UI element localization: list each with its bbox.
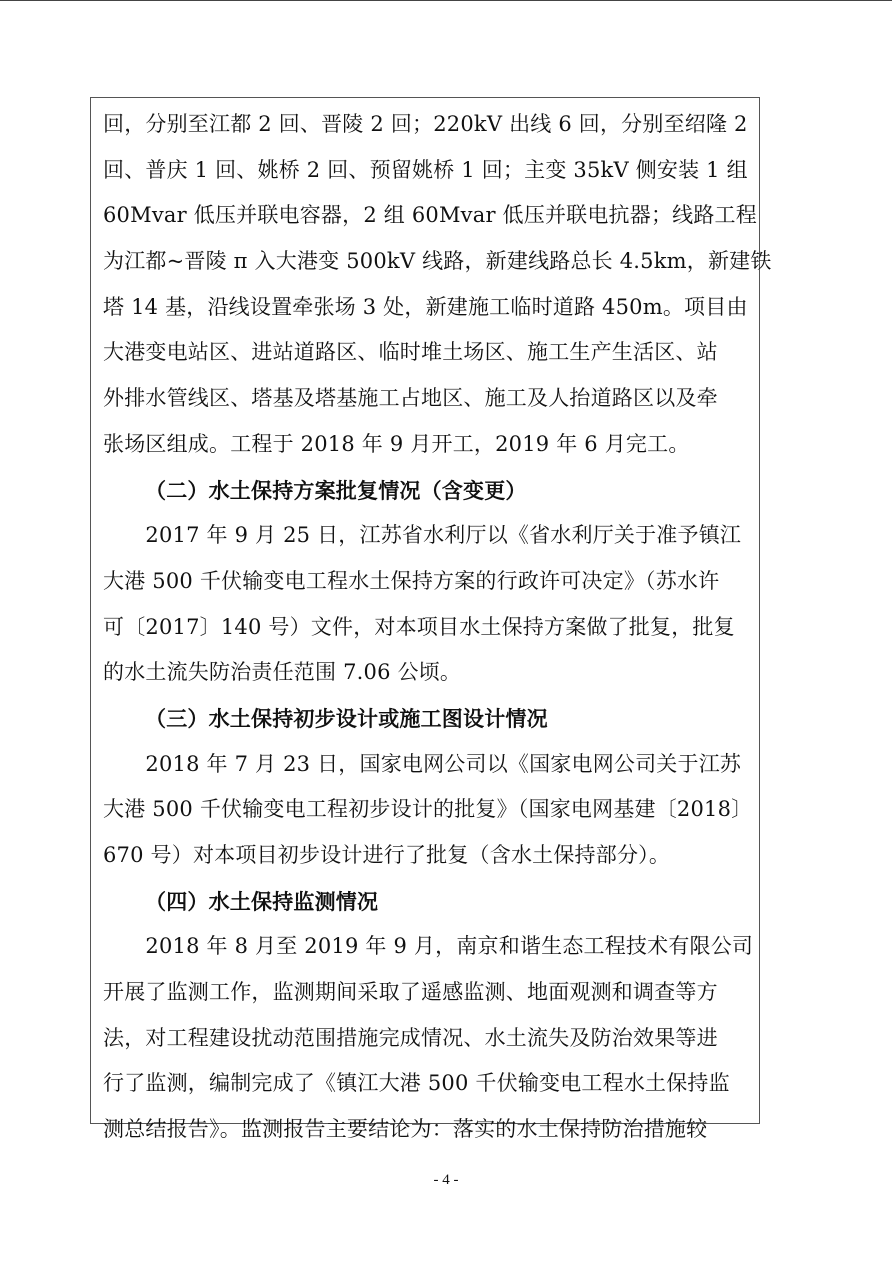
section-heading-3: （三）水土保持初步设计或施工图设计情况 [145, 705, 548, 731]
text-line: 回，分别至江都 2 回、晋陵 2 回；220kV 出线 6 回，分别至绍隆 2 [103, 112, 748, 136]
text-line: 大港变电站区、进站道路区、临时堆土场区、施工生产生活区、站 [103, 340, 718, 365]
text-line: 行了监测，编制完成了《镇江大港 500 千伏输变电工程水土保持监 [103, 1071, 730, 1096]
text-line: 可〔2017〕140 号）文件，对本项目水土保持方案做了批复，批复 [103, 614, 735, 639]
document-frame [90, 97, 772, 1142]
text-line: 670 号）对本项目初步设计进行了批复（含水土保持部分）。 [103, 843, 671, 867]
text-line: 的水土流失防治责任范围 7.06 公顷。 [103, 660, 462, 685]
text-line: 为江都~晋陵 π 入大港变 500kV 线路，新建线路总长 4.5km，新建铁 [103, 249, 772, 274]
text-line: 2018 年 8 月至 2019 年 9 月，南京和谐生态工程技术有限公司 [103, 934, 754, 959]
text-line: 60Mvar 低压并联电容器，2 组 60Mvar 低压并联电抗器；线路工程 [103, 203, 757, 228]
text-line: 塔 14 基，沿线设置牵张场 3 处，新建施工临时道路 450m。项目由 [103, 294, 748, 319]
document-body [103, 102, 772, 1153]
text-line: 测总结报告》。监测报告主要结论为：落实的水土保持防治措施较 [103, 1117, 708, 1142]
text-line: 2018 年 7 月 23 日，国家电网公司以《国家电网公司关于江苏 [103, 751, 742, 776]
text-line: 外排水管线区、塔基及塔基施工占地区、施工及人抬道路区以及牵 [103, 386, 718, 411]
text-line: 开展了监测工作，监测期间采取了遥感监测、地面观测和调查等方 [103, 980, 718, 1005]
section-heading-4: （四）水土保持监测情况 [145, 888, 379, 914]
text-line: 2017 年 9 月 25 日，江苏省水利厅以《省水利厅关于准予镇江 [103, 523, 742, 548]
page-number: - 4 - [433, 1172, 459, 1188]
text-line: 法，对工程建设扰动范围措施完成情况、水土流失及防治效果等进 [103, 1025, 718, 1050]
text-line: 张场区组成。工程于 2018 年 9 月开工，2019 年 6 月完工。 [103, 431, 690, 456]
text-line: 大港 500 千伏输变电工程初步设计的批复》（国家电网基建〔2018〕 [103, 797, 753, 822]
section-heading-2: （二）水土保持方案批复情况（含变更） [145, 477, 527, 503]
text-line: 回、普庆 1 回、姚桥 2 回、预留姚桥 1 回；主变 35kV 侧安装 1 组 [103, 157, 748, 182]
text-line: 大港 500 千伏输变电工程水土保持方案的行政许可决定》（苏水许 [103, 568, 720, 593]
top-rule [0, 0, 892, 1]
